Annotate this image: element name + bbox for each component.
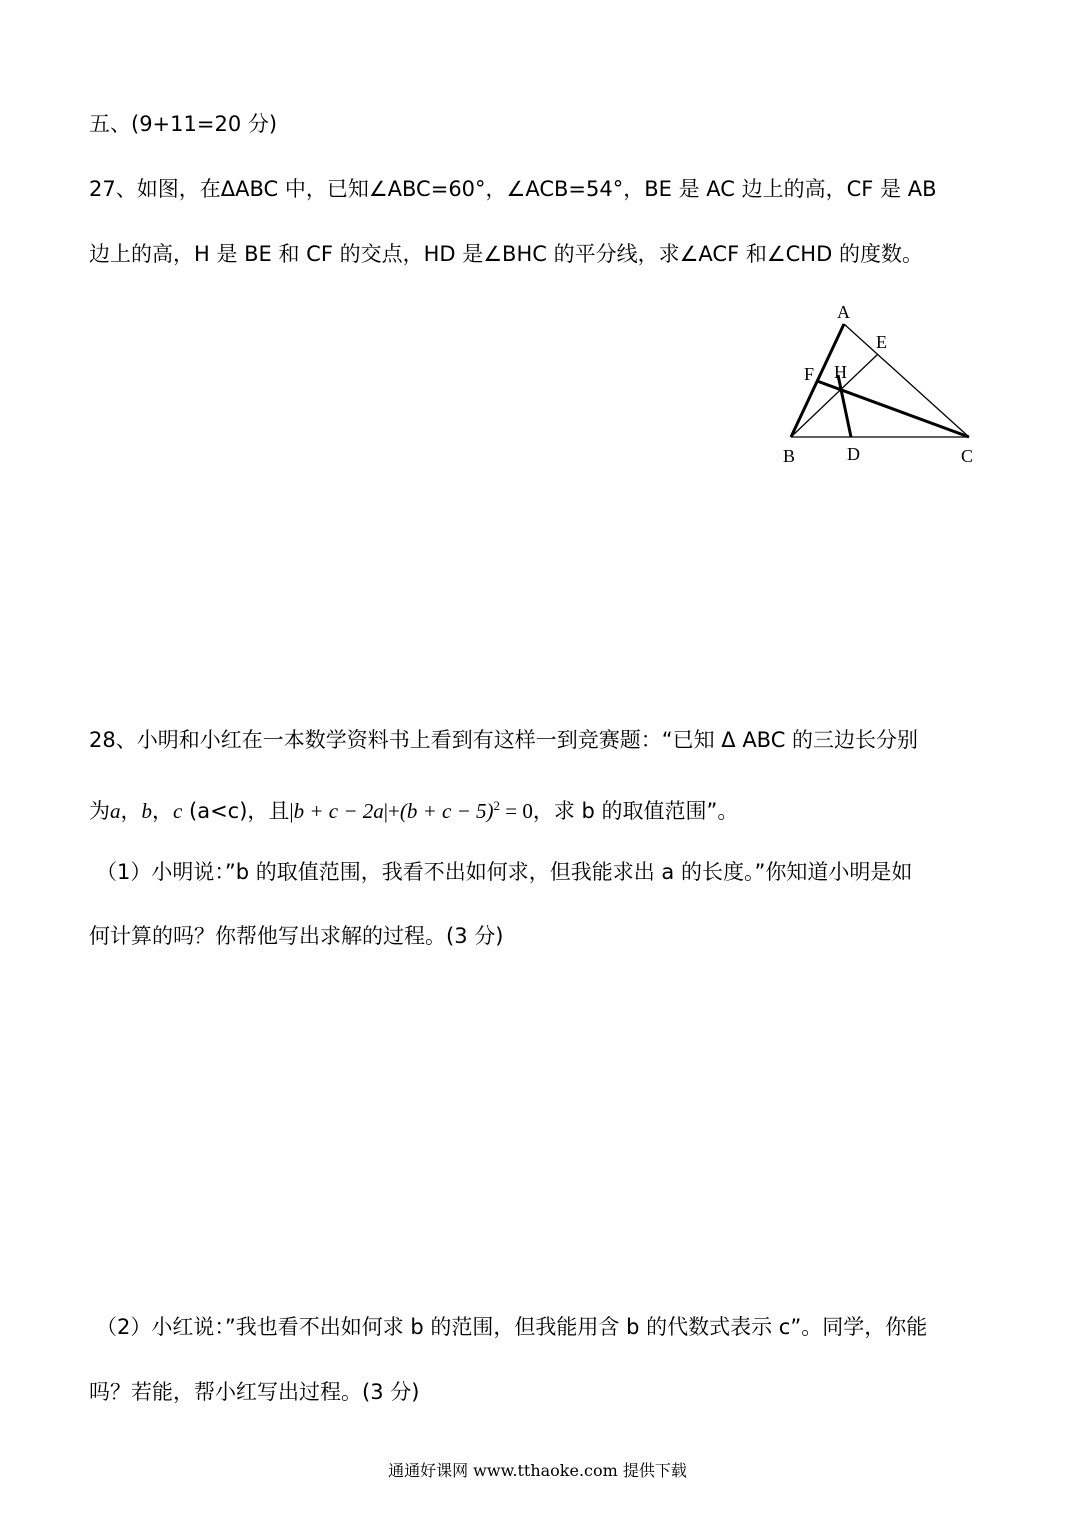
label-f: F xyxy=(804,364,815,384)
abs-close: | xyxy=(383,799,389,823)
var-b: b xyxy=(141,799,152,823)
label-c: C xyxy=(961,446,974,466)
label-a: A xyxy=(837,302,850,322)
q28-line-1: 28、小明和小红在一本数学资料书上看到有这样一到竞赛题：“已知 Δ ABC 的三边长分别 xyxy=(89,728,919,752)
side-ac xyxy=(844,324,969,437)
q28-part2-line-2: 吗？若能，帮小红写出过程。(3 分) xyxy=(89,1380,420,1404)
formula-expr-1: b + c − 2a xyxy=(293,799,384,823)
label-b: B xyxy=(783,446,796,466)
section-header: 五、(9+11=20 分) xyxy=(89,112,278,136)
condition-text: (a<c)，且 xyxy=(182,799,290,823)
formula-expr-2: (b + c − 5) xyxy=(399,799,494,823)
page-footer: 通通好课网 www.tthaoke.com 提供下载 xyxy=(388,1461,687,1480)
formula-exponent: 2 xyxy=(493,798,501,813)
q28-part1-line-2: 何计算的吗？你帮他写出求解的过程。(3 分) xyxy=(89,924,504,948)
formula-equals: = 0 xyxy=(500,799,533,823)
q27-line-2: 边上的高，H 是 BE 和 CF 的交点，HD 是∠BHC 的平分线，求∠ACF 和∠CHD 的度数。 xyxy=(89,242,923,266)
q28-part1-line-1: （1）小明说：”b 的取值范围，我看不出如何求，但我能求出 a 的长度。”你知道小明是如 xyxy=(96,860,913,884)
q28-line-2 xyxy=(89,792,738,825)
formula-plus: + xyxy=(388,799,400,823)
label-d: D xyxy=(847,444,860,464)
var-a: a xyxy=(110,799,121,823)
label-e: E xyxy=(876,332,887,352)
q28-prefix: 为 xyxy=(89,799,110,823)
sep-1: ， xyxy=(120,799,142,823)
abs-open: | xyxy=(289,799,294,823)
q28-suffix: ，求 b 的取值范围”。 xyxy=(532,799,739,823)
bisector-hd xyxy=(838,375,851,437)
var-c: c xyxy=(173,799,183,823)
label-h: H xyxy=(834,362,847,382)
sep-2: ， xyxy=(152,799,173,823)
triangle-figure xyxy=(770,296,985,476)
q27-line-1: 27、如图，在ΔABC 中，已知∠ABC=60°，∠ACB=54°，BE 是 AC 边上的高，CF 是 AB xyxy=(89,177,937,201)
q28-part2-line-1: （2）小红说：”我也看不出如何求 b 的范围，但我能用含 b 的代数式表示 c”。同学，你能 xyxy=(96,1315,928,1339)
